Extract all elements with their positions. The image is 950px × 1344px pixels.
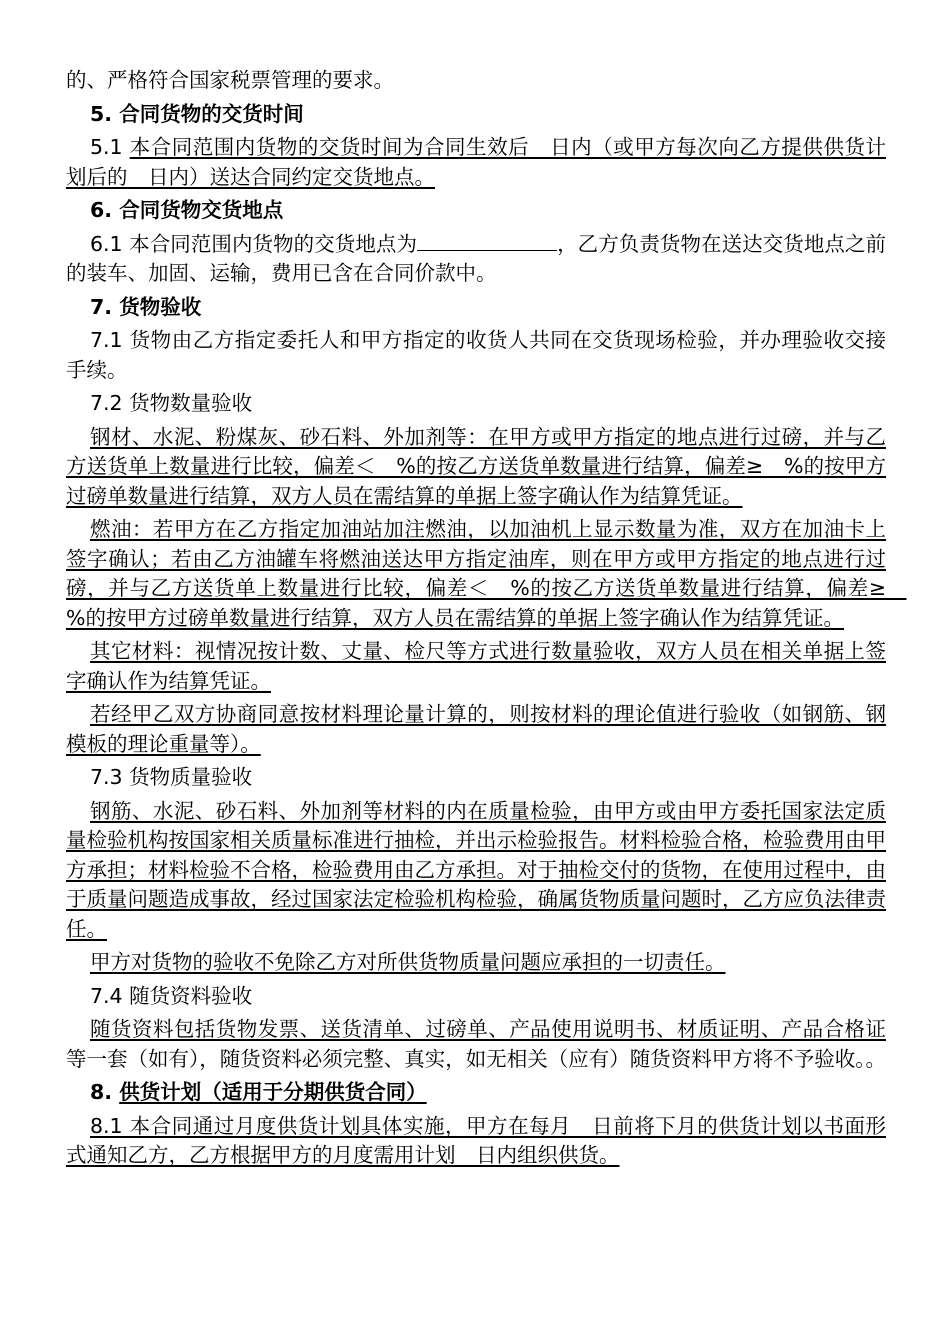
heading-delivery-time: 5. 合同货物的交货时间 xyxy=(90,101,304,126)
clause-7-2-theoretical xyxy=(66,700,886,759)
clause-6-1-part-a: 6.1 本合同范围内货物的交货地点为 xyxy=(90,231,418,256)
clause-5-1 xyxy=(66,133,886,192)
clause-7-3-liability xyxy=(66,948,886,978)
clause-7-2-fuel xyxy=(66,515,907,633)
clause-5-1-number: 5.1 xyxy=(90,135,130,159)
delivery-location-blank xyxy=(417,230,557,251)
clause-6-1 xyxy=(66,230,886,289)
heading-delivery-location: 6. 合同货物交货地点 xyxy=(90,198,284,222)
clause-6-1-part-b: ，乙方负责货物在送达交货地点之前的装车、加固、运输，费用已含在合同价款中。 xyxy=(66,231,886,285)
clause-7-2-steel-text: 钢材、水泥、粉煤灰、砂石料、外加剂等：在甲方或甲方指定的地点进行过磅，并与乙方送货单上数量进行比较，偏差＜ %的按乙方送货单数量进行结算，偏差≥ %的按甲方过磅单数量进行结算，双方人员在需结算的单据上签字确认作为结算凭证。 xyxy=(66,424,886,508)
clause-7-3-liability-text: 甲方对货物的验收不免除乙方对所供货物质量问题应承担的一切责任。 xyxy=(90,950,726,974)
heading-supply-plan-text: 供货计划（适用于分期供货合同） xyxy=(119,1080,427,1104)
clause-7-1: 7.1 货物由乙方指定委托人和甲方指定的收货人共同在交货现场检验，并办理验收交接手续。 xyxy=(66,328,886,382)
clause-7-4-documents xyxy=(66,1015,886,1074)
clause-7-2-other xyxy=(66,637,886,696)
heading-supply-plan xyxy=(66,1078,886,1108)
heading-supply-plan-number: 8. xyxy=(90,1080,120,1104)
clause-7-2-title: 7.2 货物数量验收 xyxy=(90,391,253,415)
clause-7-3-quality xyxy=(66,797,886,945)
paragraph-tax-requirement: 的、严格符合国家税票管理的要求。 xyxy=(66,68,394,92)
clause-7-4-documents-rest: 等一套（如有），随货资料必须完整、真实，如无相关（应有）随货资料甲方将不予验收。。 xyxy=(66,1046,886,1071)
clause-5-1-text: 本合同范围内货物的交货时间为合同生效后 日内（或甲方每次向乙方提供供货计划后的 日内）送达合同约定交货地点。 xyxy=(66,135,887,189)
clause-7-4-title: 7.4 随货资料验收 xyxy=(90,983,253,1008)
clause-7-2-theoretical-text: 若经甲乙双方协商同意按材料理论量计算的，则按材料的理论值进行验收（如钢筋、钢模板的理论重量等）。 xyxy=(66,702,886,756)
clause-7-2-fuel-text: 燃油：若甲方在乙方指定加油站加注燃油，以加油机上显示数量为准，双方在加油卡上签字确认；若由乙方油罐车将燃油送达甲方指定油库，则在甲方或甲方指定的地点进行过磅，并与乙方送货单上数量进行比较，偏差＜ %的按乙方送货单数量进行结算，偏差≥ %的按甲方过磅单数量进行结算，双方人员在需结算的单据上签字确认作为结算凭证。 xyxy=(66,517,907,630)
clause-7-4-documents-underlined: 随货资料包括货物发票、送货清单、过磅单、产品使用说明书、材质证明、产品合格证 xyxy=(90,1017,886,1041)
clause-7-2-other-text: 其它材料：视情况按计数、丈量、检尺等方式进行数量验收，双方人员在相关单据上签字确认作为结算凭证。 xyxy=(66,639,886,693)
clause-7-2-steel xyxy=(66,423,886,512)
heading-goods-acceptance: 7. 货物验收 xyxy=(90,294,202,319)
clause-7-3-title: 7.3 货物质量验收 xyxy=(90,765,253,789)
clause-8-1-text: 8.1 本合同通过月度供货计划具体实施，甲方在每月 日前将下月的供货计划以书面形式通知乙方，乙方根据甲方的月度需用计划 日内组织供货。 xyxy=(66,1113,886,1167)
document-page xyxy=(66,66,907,1175)
clause-8-1 xyxy=(66,1112,886,1171)
clause-7-3-quality-text: 钢筋、水泥、砂石料、外加剂等材料的内在质量检验，由甲方或由甲方委托国家法定质量检验机构按国家相关质量标准进行抽检，并出示检验报告。材料检验合格，检验费用由甲方承担；材料检验不合格，检验费用由乙方承担。对于抽检交付的货物，在使用过程中，由于质量问题造成事故，经过国家法定检验机构检验，确属货物质量问题时，乙方应负法律责任。 xyxy=(66,798,886,941)
